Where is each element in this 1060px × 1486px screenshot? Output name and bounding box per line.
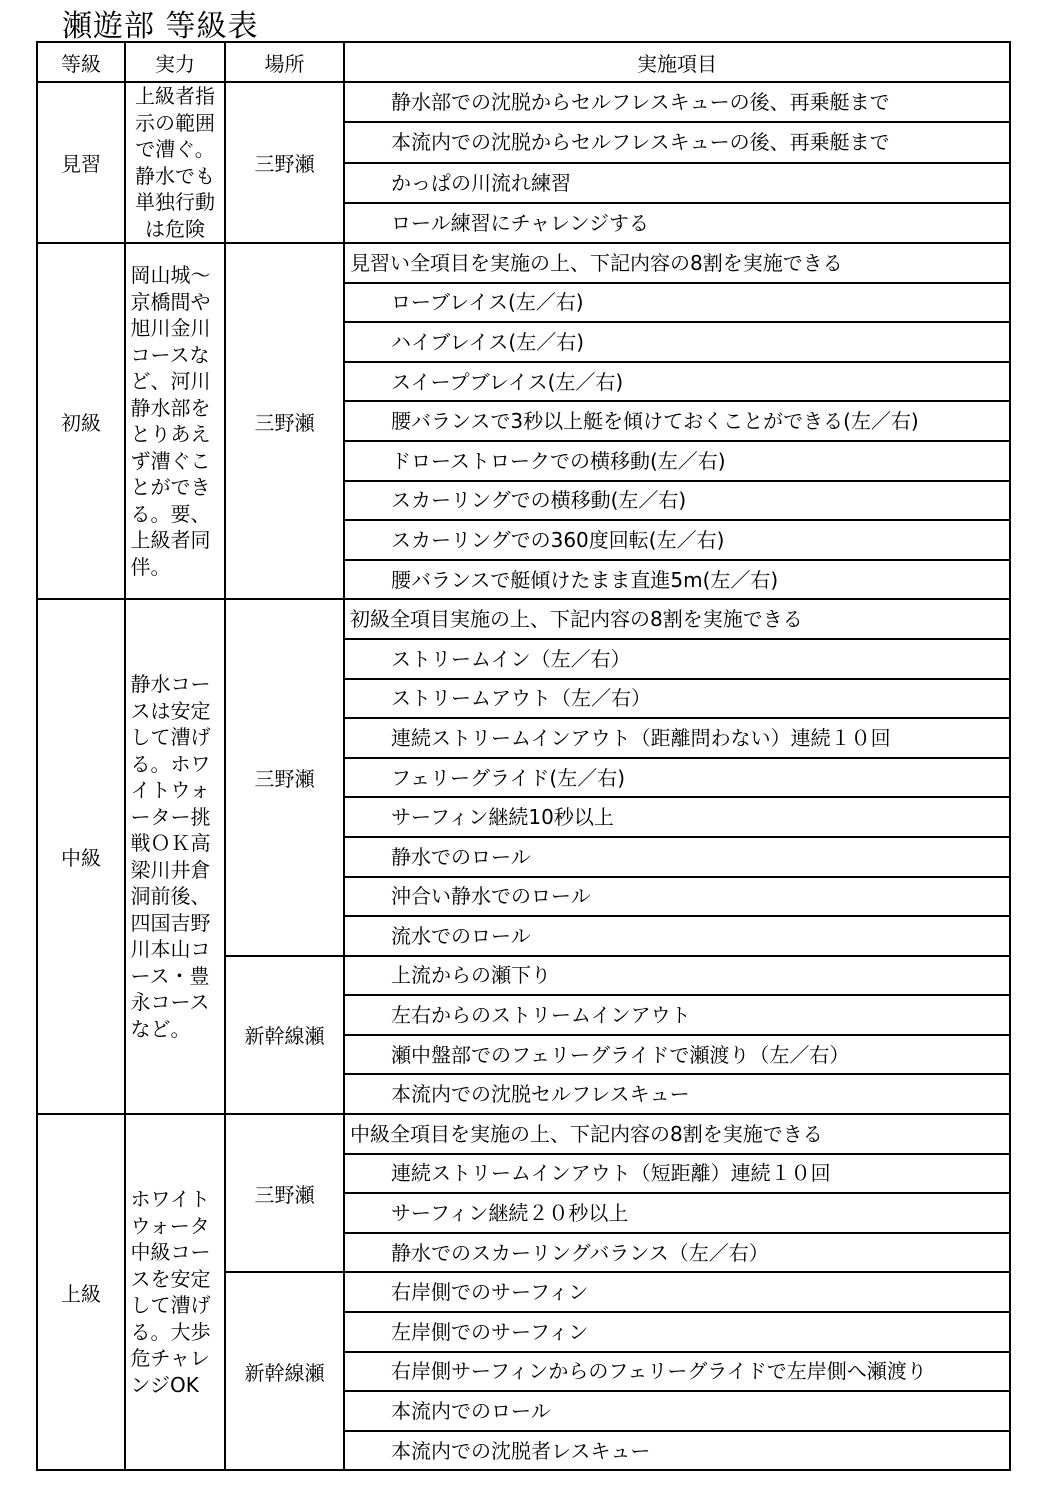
- item-cell: ストリームアウト（左／右）: [344, 679, 1010, 719]
- grade-jokyu: 上級: [37, 1114, 125, 1470]
- item-cell: 本流内での沈脱セルフレスキュー: [344, 1074, 1010, 1114]
- ability-jokyu: [125, 1114, 225, 1470]
- grade-table: [36, 41, 1011, 1471]
- item-cell: ローブレイス(左／右): [344, 283, 1010, 323]
- header-row: [37, 42, 1010, 82]
- item-cell: 沖合い静水でのロール: [344, 877, 1010, 917]
- header-place: 場所: [225, 42, 344, 82]
- header-ability: 実力: [125, 42, 225, 82]
- item-cell-heading: 中級全項目を実施の上、下記内容の8割を実施できる: [344, 1114, 1010, 1154]
- place-chukyu-b: 新幹線瀬: [225, 956, 344, 1114]
- grade-minarai: 見習: [37, 82, 125, 243]
- place-chukyu-a: 三野瀬: [225, 599, 344, 955]
- ability-shokyu: [125, 243, 225, 599]
- item-cell-heading: 見習い全項目を実施の上、下記内容の8割を実施できる: [344, 243, 1010, 283]
- item-cell: 連続ストリームインアウト（短距離）連続１０回: [344, 1154, 1010, 1194]
- ability-minarai-text: 上級者指示の範囲で漕ぐ。静水でも単独行動は危険: [135, 84, 215, 241]
- item-cell: フェリーグライド(左／右): [344, 758, 1010, 798]
- ability-chukyu-text: 静水コースは安定して漕げる。ホワイトウォーター挑戦ＯＫ高梁川井倉洞前後、四国吉野川本山コース・豊永コースなど。: [130, 672, 211, 1041]
- table-row: [37, 243, 1010, 283]
- item-cell: 静水でのロール: [344, 837, 1010, 877]
- item-cell: 腰バランスで3秒以上艇を傾けておくことができる(左／右): [344, 401, 1010, 441]
- place-shokyu: 三野瀬: [225, 243, 344, 599]
- item-cell: ドローストロークでの横移動(左／右): [344, 441, 1010, 481]
- item-cell: 静水でのスカーリングバランス（左／右）: [344, 1233, 1010, 1273]
- item-cell: スカーリングでの360度回転(左／右): [344, 520, 1010, 560]
- item-cell: 流水でのロール: [344, 916, 1010, 956]
- table-row: [37, 1114, 1010, 1154]
- item-cell: 瀬中盤部でのフェリーグライドで瀬渡り（左／右）: [344, 1035, 1010, 1075]
- item-cell: 腰バランスで艇傾けたまま直進5m(左／右): [344, 560, 1010, 600]
- item-cell: 右岸側サーフィンからのフェリーグライドで左岸側へ瀬渡り: [344, 1352, 1010, 1392]
- place-jokyu-a: 三野瀬: [225, 1114, 344, 1272]
- item-cell: 右岸側でのサーフィン: [344, 1272, 1010, 1312]
- item-cell: サーフィン継続10秒以上: [344, 797, 1010, 837]
- item-cell: 左岸側でのサーフィン: [344, 1312, 1010, 1352]
- item-cell: スイープブレイス(左／右): [344, 362, 1010, 402]
- item-cell: ロール練習にチャレンジする: [344, 203, 1010, 243]
- header-items: 実施項目: [344, 42, 1010, 82]
- ability-minarai: [125, 82, 225, 243]
- item-cell: 本流内でのロール: [344, 1391, 1010, 1431]
- item-cell: 本流内での沈脱者レスキュー: [344, 1431, 1010, 1471]
- item-cell-heading: 初級全項目実施の上、下記内容の8割を実施できる: [344, 599, 1010, 639]
- item-cell: 静水部での沈脱からセルフレスキューの後、再乗艇まで: [344, 82, 1010, 122]
- item-cell: 上流からの瀬下り: [344, 956, 1010, 996]
- page-title: 瀬遊部 等級表: [62, 9, 259, 44]
- table-row: [37, 599, 1010, 639]
- item-cell: スカーリングでの横移動(左／右): [344, 481, 1010, 521]
- item-cell: かっぱの川流れ練習: [344, 163, 1010, 203]
- grade-shokyu: 初級: [37, 243, 125, 599]
- item-cell: ハイブレイス(左／右): [344, 322, 1010, 362]
- place-jokyu-b: 新幹線瀬: [225, 1272, 344, 1470]
- ability-jokyu-text: ホワイトウォータ中級コースを安定して漕げる。大歩危チャレンジOK: [130, 1187, 211, 1397]
- item-cell: 連続ストリームインアウト（距離問わない）連続１０回: [344, 718, 1010, 758]
- ability-chukyu: [125, 599, 225, 1114]
- grade-chukyu: 中級: [37, 599, 125, 1114]
- place-minarai: 三野瀬: [225, 82, 344, 243]
- item-cell: ストリームイン（左／右）: [344, 639, 1010, 679]
- ability-shokyu-text: 岡山城～京橋間や旭川金川コースなど、河川静水部をとりあえず漕ぐことができる。要、上級者同伴。: [130, 263, 211, 579]
- item-cell: 本流内での沈脱からセルフレスキューの後、再乗艇まで: [344, 122, 1010, 162]
- header-grade: 等級: [37, 42, 125, 82]
- table-row: [37, 82, 1010, 122]
- item-cell: サーフィン継続２０秒以上: [344, 1193, 1010, 1233]
- item-cell: 左右からのストリームインアウト: [344, 995, 1010, 1035]
